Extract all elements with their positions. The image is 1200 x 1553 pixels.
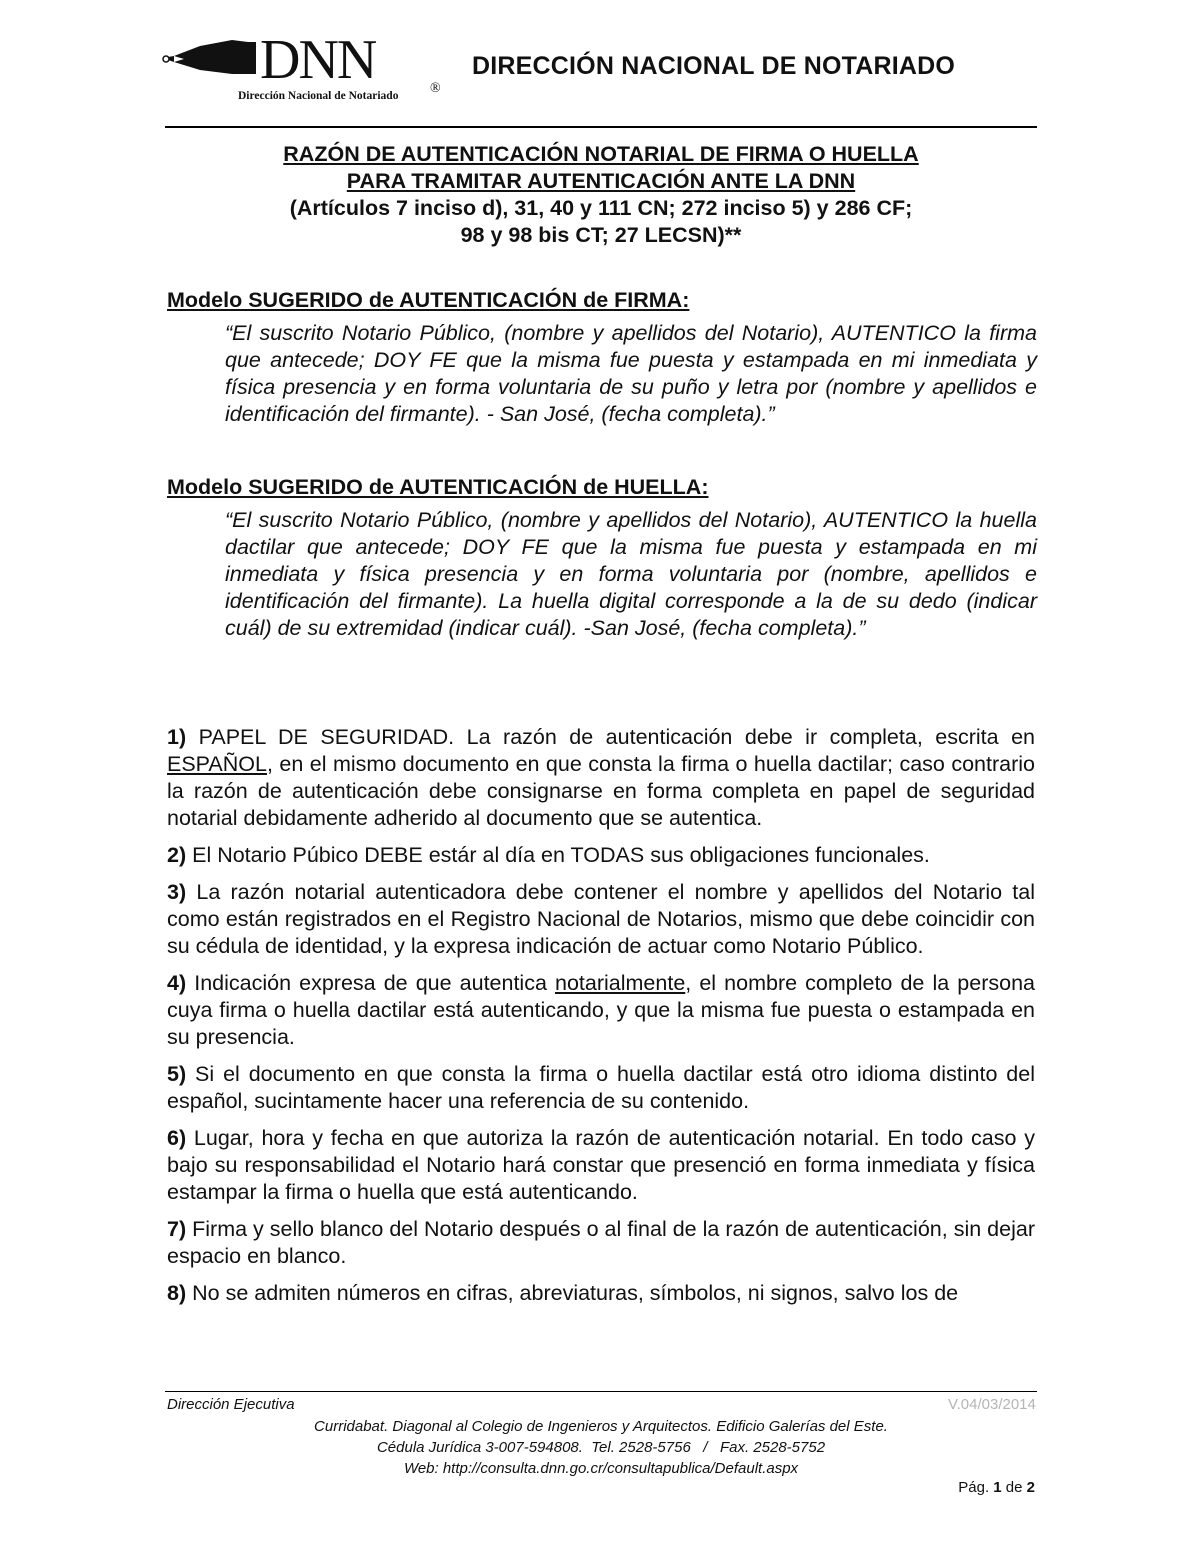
list-item [167,1280,1035,1307]
list-item [167,970,1035,1051]
title-legal-reference-2: 98 y 98 bis CT; 27 LECSN)** [460,223,742,247]
item-text: La razón notarial autenticadora debe contener el nombre y apellidos del Notario tal como están registrados en el Registro Nacional de Notarios, mismo que debe coincidir con su cédula de identidad, y la expresa indicación de actuar como Notario Público. [167,880,1035,958]
logo-subtext: Dirección Nacional de Notariado [238,90,399,102]
item-number: 7) [167,1217,187,1241]
list-item [167,842,1035,869]
model-signature-heading: Modelo SUGERIDO de AUTENTICACIÓN de FIRMA: [167,288,690,312]
registered-mark: ® [430,81,441,96]
footer-divider [165,1391,1037,1392]
footer-department: Dirección Ejecutiva [167,1396,295,1413]
item-number: 4) [167,971,187,995]
footer-phones: Cédula Jurídica 3-007-594808. Tel. 2528-5756 / Fax. 2528-5752 [376,1439,826,1456]
model-fingerprint-heading: Modelo SUGERIDO de AUTENTICACIÓN de HUELLA: [167,475,709,499]
page-number [950,1479,1035,1496]
item-text: Si el documento en que consta la firma o huella dactilar está otro idioma distinto del español, sucintamente hacer una referencia de su contenido. [167,1062,1036,1113]
item-text-continued: , el nombre completo de la persona cuya firma o huella dactilar está autenticando, y que la misma fue puesta o estampada en su presencia. [167,971,1035,1049]
model-fingerprint-section [167,474,1037,642]
footer-contact [165,1416,1037,1479]
item-text: Indicación expresa de que autentica [194,971,555,995]
footer-address: Curridabat. Diagonal al Colegio de Ingenieros y Arquitectos. Edificio Galerías del Este. [314,1418,888,1435]
item-number: 8) [167,1281,187,1305]
header-divider [165,126,1037,128]
list-item [167,724,1035,832]
organization-title: DIRECCIÓN NACIONAL DE NOTARIADO [472,52,956,80]
model-signature-text: “El suscrito Notario Público, (nombre y apellidos del Notario), AUTENTICO la firma que antecede; DOY FE que la misma fue puesta y estampada en mi inmediata y física presencia y en forma voluntaria de su puño y letra por (nombre y apellidos e identificación del firmante). - San José, (fecha completa).” [225,321,1037,426]
page-label: Pág. [958,1479,990,1496]
logo-text: DNN [260,30,376,91]
item-underlined-text: notarialmente [555,971,686,995]
item-text: Lugar, hora y fecha en que autoriza la razón de autenticación notarial. En todo caso y bajo su responsabilidad el Notario hará constar que presenció en forma inmediata y física estampar la firma o huella que está autenticando. [167,1126,1035,1204]
list-item [167,1125,1035,1206]
list-item [167,879,1035,960]
item-underlined-text: ESPAÑOL [167,752,267,776]
title-line-2: PARA TRAMITAR AUTENTICACIÓN ANTE LA DNN [346,169,856,193]
title-legal-reference-1: (Artículos 7 inciso d), 31, 40 y 111 CN; 272 inciso 5) y 286 CF; [289,196,913,220]
document-title [165,141,1037,249]
page-of: de [1005,1479,1023,1496]
item-text: Firma y sello blanco del Notario después o al final de la razón de autenticación, sin dejar espacio en blanco. [167,1217,1035,1268]
item-text-continued: , en el mismo documento en que consta la firma o huella dactilar; caso contrario la razón de autenticación debe consignarse en forma completa en papel de seguridad notarial debidamente adherido al documento que se autentica. [167,752,1035,830]
item-number: 1) [167,725,187,749]
item-number: 3) [167,880,187,904]
page-total: 2 [1026,1479,1035,1496]
list-item [167,1216,1035,1270]
item-number: 2) [167,843,187,867]
dnn-logo [160,30,460,110]
list-item [167,1061,1035,1115]
item-text: PAPEL DE SEGURIDAD. La razón de autenticación debe ir completa, escrita en [198,725,1035,749]
item-number: 6) [167,1126,187,1150]
requirements-list [167,724,1035,1317]
item-number: 5) [167,1062,187,1086]
page-current: 1 [993,1479,1002,1496]
model-fingerprint-text: “El suscrito Notario Público, (nombre y apellidos del Notario), AUTENTICO la huella dactilar que antecede; DOY FE que la misma fue puesta y estampada en mi inmediata y física presencia y en forma voluntaria por (nombre, apellidos e identificación del firmante). La huella digital corresponde a la de su dedo (indicar cuál) de su extremidad (indicar cuál). -San José, (fecha completa).” [225,508,1037,640]
model-signature-section [167,287,1037,428]
item-text: No se admiten números en cifras, abreviaturas, símbolos, ni signos, salvo los de [192,1281,959,1305]
item-text: El Notario Púbico DEBE estár al día en TODAS sus obligaciones funcionales. [192,843,930,867]
footer-version: V.04/03/2014 [948,1396,1036,1413]
footer-web: Web: http://consulta.dnn.go.cr/consultapublica/Default.aspx [403,1460,799,1477]
title-line-1: RAZÓN DE AUTENTICACIÓN NOTARIAL DE FIRMA O HUELLA [283,142,919,166]
